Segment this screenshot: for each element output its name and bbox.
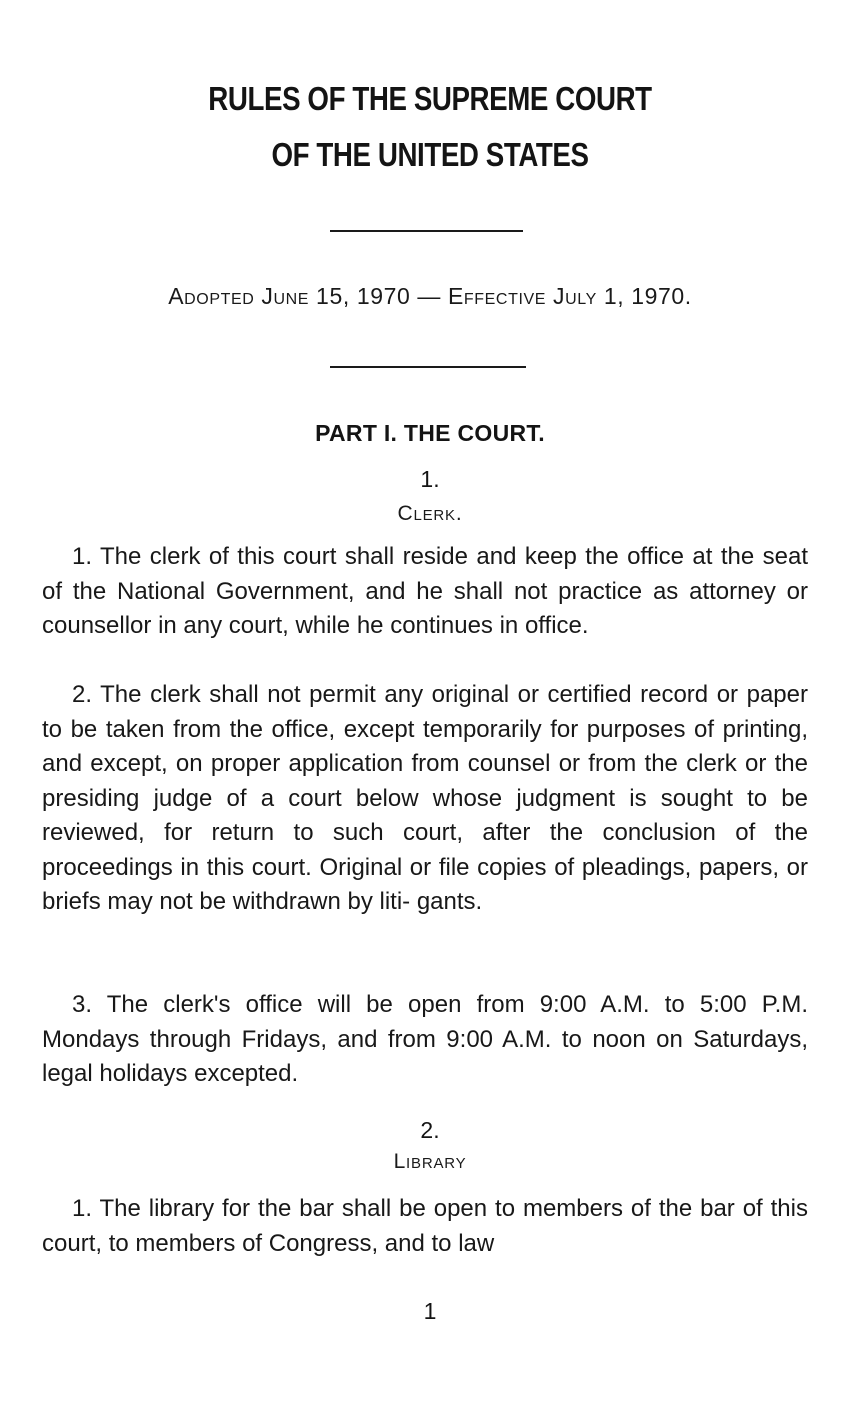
paragraph-text: 3. The clerk's office will be open from 9:00 A.M. to 5:00 P.M. Mondays through Fridays, and from 9:00 A.M. to noon on Saturdays, legal holidays excepted.: [42, 991, 808, 1087]
rule-title: Library: [393, 1150, 467, 1173]
document-title-line-2: OF THE UNITED STATES: [271, 136, 589, 173]
document-title-line-1: RULES OF THE SUPREME COURT: [208, 80, 652, 117]
page-number: 1: [423, 1298, 437, 1324]
rule-number: 2.: [420, 1117, 440, 1143]
divider-rule-top: [330, 230, 523, 232]
divider-rule-bottom: [330, 366, 526, 368]
paragraph-text: 1. The clerk of this court shall reside and keep the office at the seat of the National Government, and he shall not practice as attorney or counsellor in any court, while he continues in office.: [42, 543, 808, 639]
rule-title: Clerk.: [397, 502, 463, 525]
rule-paragraph: [42, 678, 808, 920]
rule-paragraph: [42, 1192, 808, 1261]
part-heading: PART I. THE COURT.: [315, 420, 545, 446]
paragraph-text: 2. The clerk shall not permit any original or certified record or paper to be taken from the office, except temporarily for purposes of printing, and except, on proper application from counsel or from the clerk or the presiding judge of a court below whose judgment is sought to be reviewed, for return to such court, after the conclusion of the proceedings in this court. Original or file copies of pleadings, papers, or briefs may not be withdrawn by liti- gants.: [42, 681, 808, 915]
rule-paragraph: [42, 540, 808, 644]
rule-paragraph: [42, 988, 808, 1092]
paragraph-text: 1. The library for the bar shall be open to members of the bar of this court, to members of Congress, and to law: [42, 1195, 808, 1257]
adoption-note: Adopted June 15, 1970 — Effective July 1, 1970.: [168, 283, 692, 309]
rule-number: 1.: [420, 466, 440, 492]
